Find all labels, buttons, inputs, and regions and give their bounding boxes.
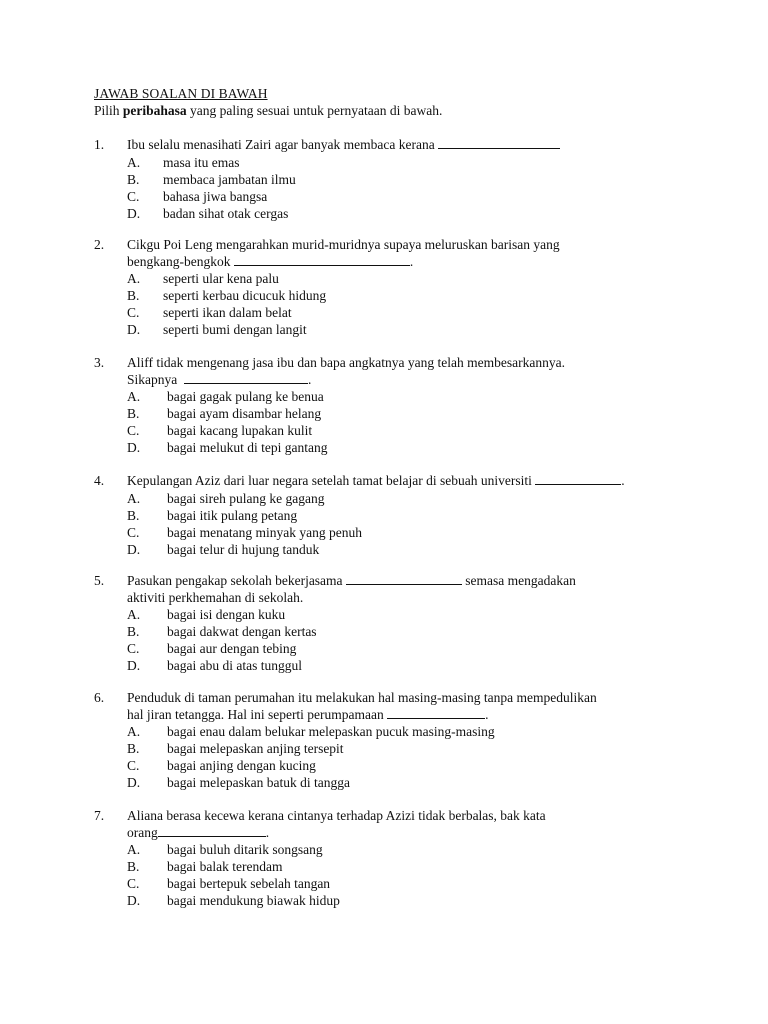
question-3 bbox=[94, 355, 694, 456]
option-d: D. badan sihat otak cergas bbox=[127, 205, 289, 221]
question-text: Pasukan pengakap sekolah bekerjasama semasa mengadakan aktiviti perkhemahan di sekolah. bbox=[127, 573, 576, 605]
option-a: A. bagai sireh pulang ke gagang bbox=[127, 490, 325, 506]
answer-blank bbox=[387, 707, 485, 719]
option-list bbox=[127, 154, 694, 222]
question-number: 5. bbox=[94, 573, 105, 588]
option-c: C. bagai aur dengan tebing bbox=[127, 641, 297, 656]
option-list bbox=[127, 388, 694, 456]
answer-blank bbox=[184, 372, 308, 384]
question-5 bbox=[94, 573, 694, 674]
option-d: D. seperti bumi dengan langit bbox=[127, 322, 307, 337]
option-b: B. bagai ayam disambar helang bbox=[127, 406, 322, 421]
answer-blank bbox=[234, 254, 410, 266]
answer-blank bbox=[535, 473, 621, 485]
option-a: A. bagai enau dalam belukar melepaskan pucuk masing-masing bbox=[127, 724, 495, 739]
answer-blank bbox=[346, 573, 462, 585]
instruction-text bbox=[94, 103, 442, 119]
option-list bbox=[127, 723, 694, 791]
option-b: B. bagai itik pulang petang bbox=[127, 507, 298, 523]
option-c: C. bagai menatang minyak yang penuh bbox=[127, 524, 362, 540]
option-d: D. bagai melukut di tepi gantang bbox=[127, 440, 328, 455]
question-number: 3. bbox=[94, 355, 105, 370]
question-1 bbox=[94, 137, 694, 222]
option-a: A. seperti ular kena palu bbox=[127, 271, 279, 286]
question-6 bbox=[94, 690, 694, 791]
option-b: B. bagai balak terendam bbox=[127, 859, 283, 874]
question-text: Penduduk di taman perumahan itu melakukan hal masing-masing tanpa mempedulikan hal jiran tetangga. Hal ini seperti perumpamaan . bbox=[127, 690, 597, 722]
question-text: Kepulangan Aziz dari luar negara setelah tamat belajar di sebuah universiti . bbox=[127, 473, 625, 488]
answer-blank bbox=[438, 137, 560, 149]
question-text: Aliff tidak mengenang jasa ibu dan bapa angkatnya yang telah membesarkannya. Sikapnya . bbox=[127, 355, 565, 387]
question-4 bbox=[94, 473, 694, 558]
instruction-bold: peribahasa bbox=[122, 103, 187, 118]
question-7 bbox=[94, 808, 694, 909]
question-2 bbox=[94, 237, 694, 338]
question-text: Aliana berasa kecewa kerana cintanya terhadap Azizi tidak berbalas, bak kata orang . bbox=[127, 808, 546, 840]
option-a: A. masa itu emas bbox=[127, 154, 240, 170]
question-number: 4. bbox=[94, 473, 105, 488]
option-list bbox=[127, 270, 694, 338]
option-c: C. bagai kacang lupakan kulit bbox=[127, 423, 313, 438]
question-number: 7. bbox=[94, 808, 105, 823]
worksheet-heading: JAWAB SOALAN DI BAWAH bbox=[94, 86, 268, 101]
option-d: D. bagai telur di hujung tanduk bbox=[127, 541, 320, 557]
question-number: 2. bbox=[94, 237, 105, 252]
option-c: C. bahasa jiwa bangsa bbox=[127, 188, 268, 204]
instruction-suffix: yang paling sesuai untuk pernyataan di bawah. bbox=[186, 103, 443, 118]
question-number: 6. bbox=[94, 690, 105, 705]
option-b: B. membaca jambatan ilmu bbox=[127, 171, 296, 187]
question-text: Cikgu Poi Leng mengarahkan murid-muridnya supaya meluruskan barisan yang bengkang-bengkok . bbox=[127, 237, 560, 269]
option-d: D. bagai mendukung biawak hidup bbox=[127, 893, 340, 908]
option-a: A. bagai buluh ditarik songsang bbox=[127, 842, 323, 857]
option-list bbox=[127, 490, 694, 558]
question-text: Ibu selalu menasihati Zairi agar banyak membaca kerana bbox=[127, 137, 694, 154]
option-b: B. bagai melepaskan anjing tersepit bbox=[127, 741, 344, 756]
option-list bbox=[127, 841, 694, 909]
option-a: A. bagai gagak pulang ke benua bbox=[127, 389, 324, 404]
answer-blank bbox=[158, 825, 266, 837]
question-number: 1. bbox=[94, 137, 105, 152]
option-a: A. bagai isi dengan kuku bbox=[127, 607, 286, 622]
option-b: B. bagai dakwat dengan kertas bbox=[127, 624, 317, 639]
option-list bbox=[127, 606, 694, 674]
option-d: D. bagai abu di atas tunggul bbox=[127, 658, 302, 673]
option-c: C. bagai anjing dengan kucing bbox=[127, 758, 316, 773]
option-c: C. bagai bertepuk sebelah tangan bbox=[127, 876, 331, 891]
instruction-prefix: Pilih bbox=[94, 103, 123, 118]
option-c: C. seperti ikan dalam belat bbox=[127, 305, 292, 320]
option-d: D. bagai melepaskan batuk di tangga bbox=[127, 775, 350, 790]
option-b: B. seperti kerbau dicucuk hidung bbox=[127, 288, 327, 303]
